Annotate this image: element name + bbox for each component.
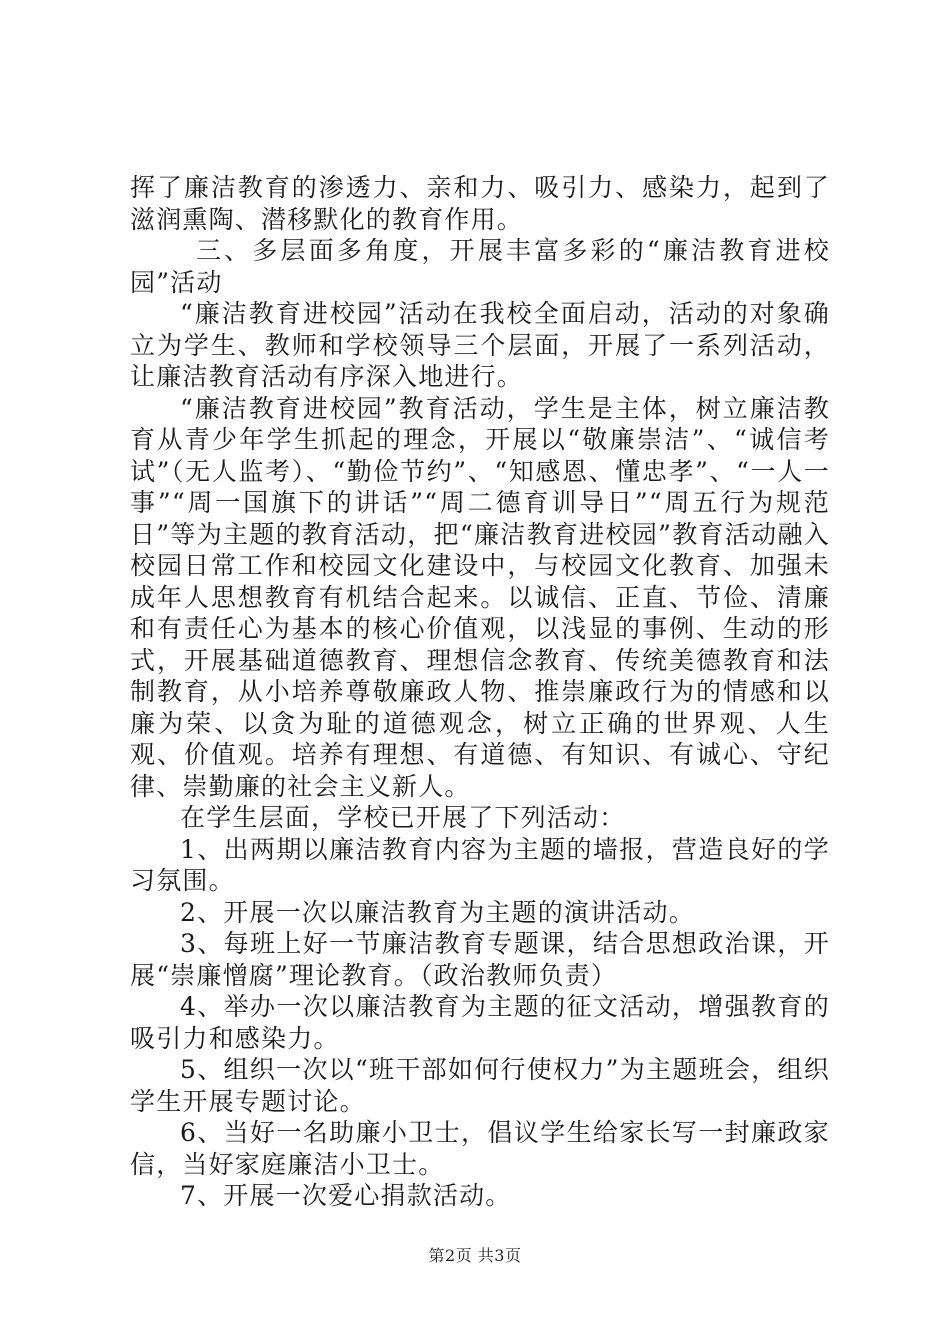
section-heading: 三、多层面多角度，开展丰富多彩的“廉洁教育进校园”活动 (130, 236, 830, 297)
list-item: 6、当好一名助廉小卫士，倡议学生给家长写一封廉政家信，当好家庭廉洁小卫士。 (130, 1118, 830, 1179)
paragraph: “廉洁教育进校园”活动在我校全面启动，活动的对象确立为学生、教师和学校领导三个层面，开展了一系列活动，让廉洁教育活动有序深入地进行。 (130, 299, 830, 391)
paragraph: “廉洁教育进校园”教育活动，学生是主体，树立廉洁教育从青少年学生抓起的理念，开展以“敬廉崇洁”、“诚信考试”（无人监考）、“勤俭节约”、“知感恩、懂忠孝”、“一人一事”“周一国旗下的讲话”“周二德育训导日”“周五行为规范日”等为主题的教育活动，把“廉洁教育进校园”教育活动融入校园日常工作和校园文化建设中，与校园文化教育、加强未成年人思想教育有机结合起来。以诚信、正直、节俭、清廉和有责任心为基本的核心价值观，以浅显的事例、生动的形式，开展基础道德教育、理想信念教育、传统美德教育和法制教育，从小培养尊敬廉政人物、推崇廉政行为的情感和以廉为荣、以贪为耻的道德观念，树立正确的世界观、人生观、价值观。培养有理想、有道德、有知识、有诚心、守纪律、崇勤廉的社会主义新人。 (130, 393, 830, 801)
list-item: 1、出两期以廉洁教育内容为主题的墙报，营造良好的学习氛围。 (130, 834, 830, 895)
list-item: 2、开展一次以廉洁教育为主题的演讲活动。 (180, 897, 695, 927)
list-item: 7、开展一次爱心捐款活动。 (180, 1181, 512, 1210)
document-body (130, 172, 830, 1212)
paragraph: 在学生层面，学校已开展了下列活动： (180, 803, 626, 832)
list-item: 4、举办一次以廉洁教育为主题的征文活动，增强教育的吸引力和感染力。 (130, 992, 830, 1053)
page-number-footer: 第2页 共3页 (428, 1246, 522, 1265)
paragraph-continuation: 挥了廉洁教育的渗透力、亲和力、吸引力、感染力，起到了滋润熏陶、潜移默化的教育作用。 (130, 173, 830, 234)
list-item: 3、每班上好一节廉洁教育专题课，结合思想政治课，开展“崇廉憎腐”理论教育。（政治教师负责） (130, 929, 830, 990)
list-item: 5、组织一次以“班干部如何行使权力”为主题班会，组织学生开展专题讨论。 (130, 1055, 830, 1116)
